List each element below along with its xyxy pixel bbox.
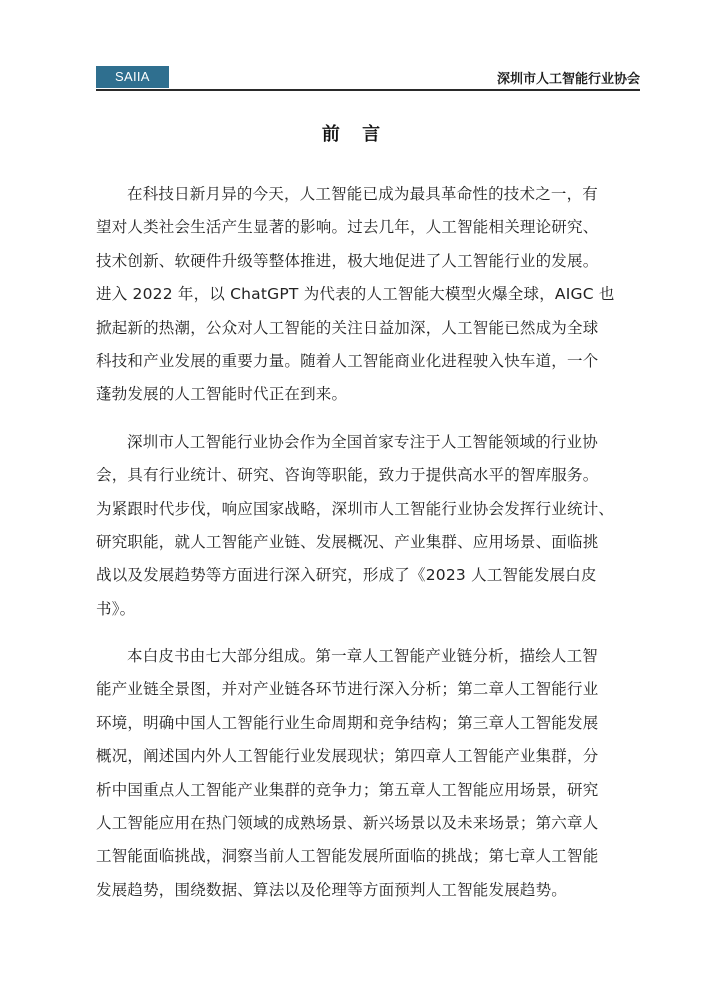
text-line: 战以及发展趋势等方面进行深入研究，形成了《2023 人工智能发展白皮 — [96, 566, 597, 585]
preface-body — [96, 178, 640, 921]
text-line: 掀起新的热潮，公众对人工智能的关注日益加深，人工智能已然成为全球 — [96, 318, 599, 337]
page-title: 前 言 — [321, 124, 389, 145]
text-line: 能产业链全景图，并对产业链各环节进行深入分析；第二章人工智能行业 — [96, 680, 599, 699]
text-line: 科技和产业发展的重要力量。随着人工智能商业化进程驶入快车道，一个 — [96, 351, 599, 370]
paragraph-3 — [96, 640, 640, 907]
organization-name: 深圳市人工智能行业协会 — [496, 72, 640, 87]
text-line: 发展趋势，围绕数据、算法以及伦理等方面预判人工智能发展趋势。 — [96, 880, 568, 899]
text-line: 环境，明确中国人工智能行业生命周期和竞争结构；第三章人工智能发展 — [96, 713, 599, 732]
text-line: 望对人类社会生活产生显著的影响。过去几年，人工智能相关理论研究、 — [96, 218, 599, 237]
text-line: 进入 2022 年，以 ChatGPT 为代表的人工智能大模型火爆全球，AIGC 也 — [96, 285, 615, 304]
saiia-logo: SAIIA — [96, 66, 169, 88]
text-line: 技术创新、软硬件升级等整体推进，极大地促进了人工智能行业的发展。 — [96, 251, 599, 270]
text-line: 为紧跟时代步伐，响应国家战略，深圳市人工智能行业协会发挥行业统计、 — [96, 499, 615, 518]
text-line: 深圳市人工智能行业协会作为全国首家专注于人工智能领域的行业协 — [127, 432, 599, 451]
text-line: 蓬勃发展的人工智能时代正在到来。 — [96, 385, 348, 404]
text-line: 会，具有行业统计、研究、咨询等职能，致力于提供高水平的智库服务。 — [96, 466, 599, 485]
text-line: 本白皮书由七大部分组成。第一章人工智能产业链分析，描绘人工智 — [127, 647, 599, 666]
text-line: 在科技日新月异的今天，人工智能已成为最具革命性的技术之一，有 — [127, 185, 599, 203]
header-divider — [96, 89, 640, 91]
paragraph-1 — [96, 178, 640, 412]
page-header — [96, 66, 640, 90]
text-line: 研究职能，就人工智能产业链、发展概况、产业集群、应用场景、面临挑 — [96, 532, 599, 551]
text-line: 书》。 — [96, 599, 136, 618]
paragraph-2 — [96, 426, 640, 626]
text-line: 概况，阐述国内外人工智能行业发展现状；第四章人工智能产业集群，分 — [96, 747, 599, 766]
text-line: 人工智能应用在热门领域的成熟场景、新兴场景以及未来场景；第六章人 — [96, 814, 599, 833]
text-line: 析中国重点人工智能产业集群的竞争力；第五章人工智能应用场景，研究 — [96, 780, 599, 799]
text-line: 工智能面临挑战，洞察当前人工智能发展所面临的挑战；第七章人工智能 — [96, 847, 599, 866]
